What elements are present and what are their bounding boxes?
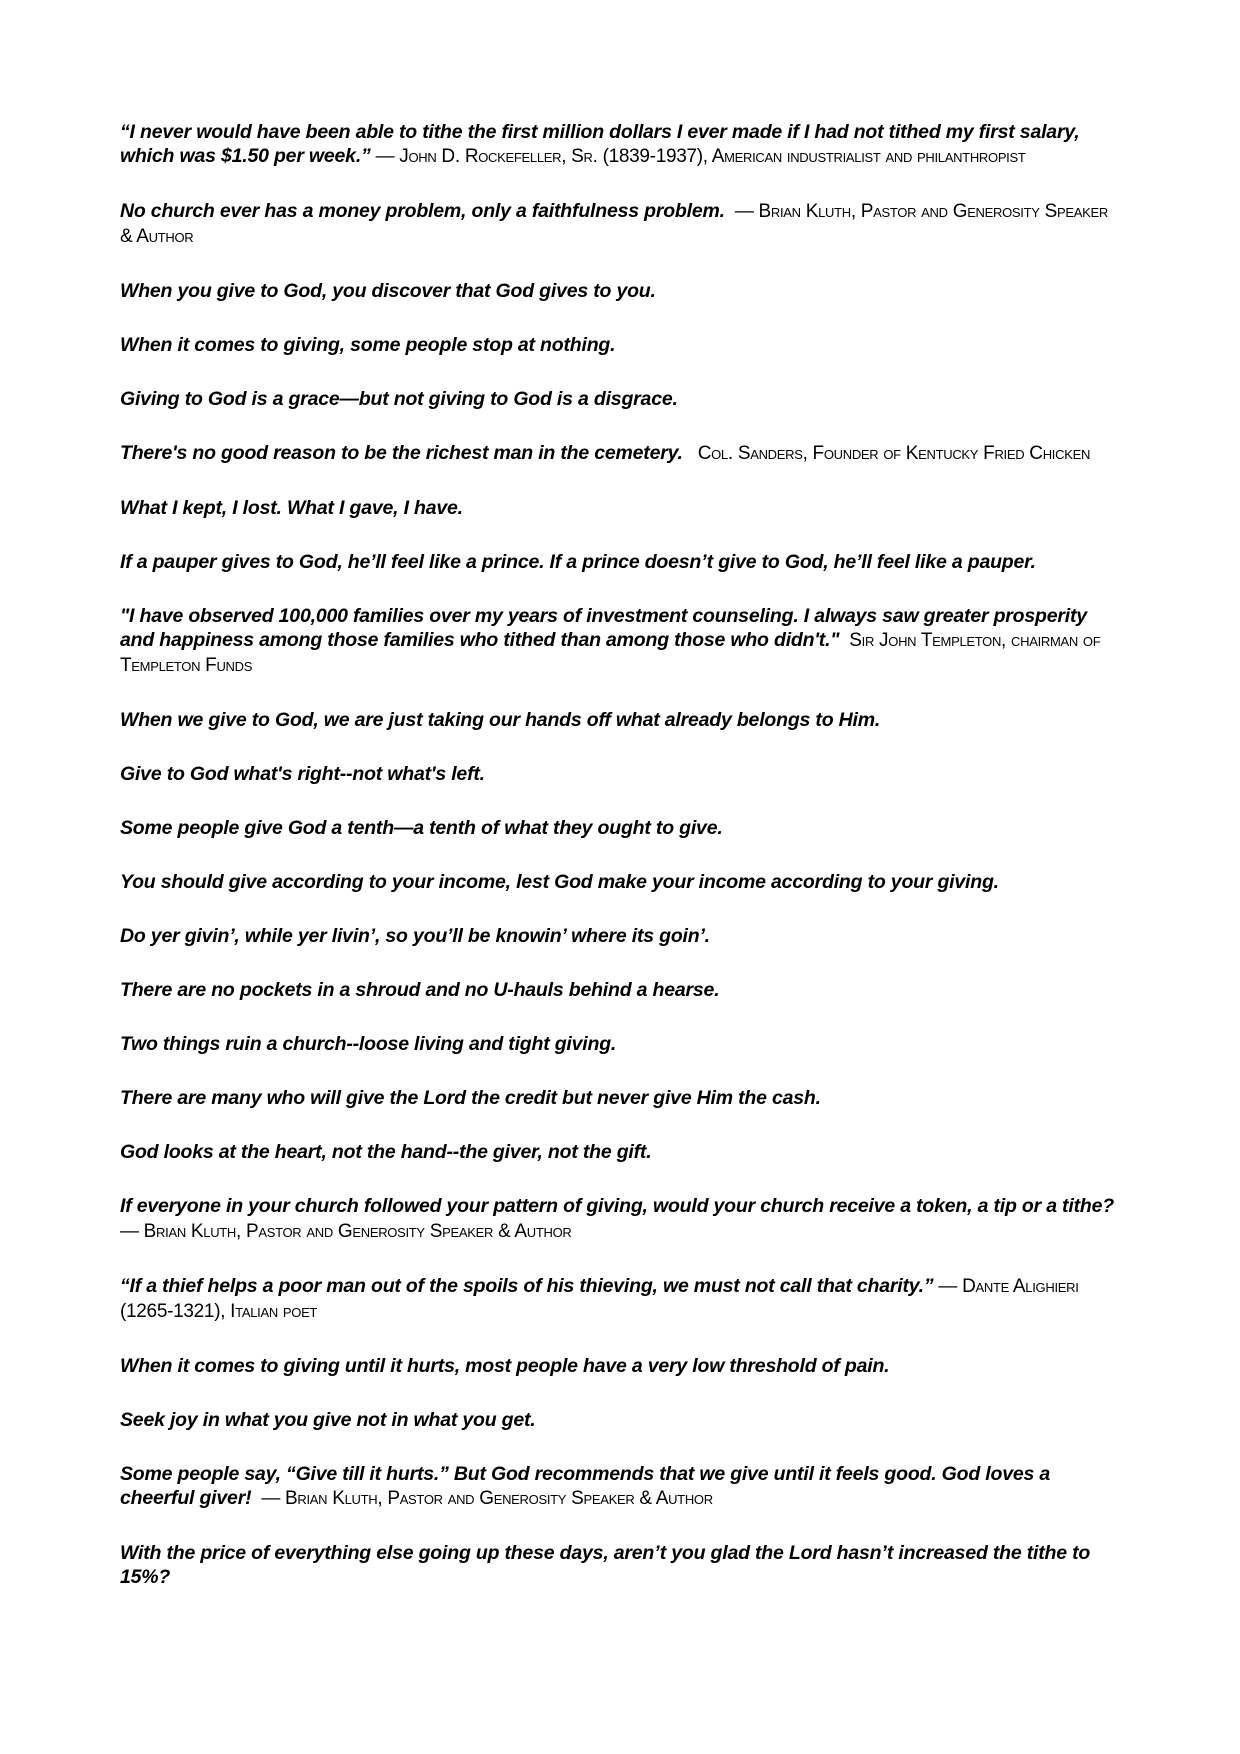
quote-text: Do yer givin’, while yer livin’, so you’ll be knowin’ where its goin’.: [120, 925, 710, 947]
quote-paragraph: [120, 199, 1120, 249]
quote-paragraph: [120, 333, 1120, 357]
quote-paragraph: [120, 550, 1120, 574]
quote-text: When we give to God, we are just taking our hands off what already belongs to Him.: [120, 709, 881, 731]
quote-text: "I have observed 100,000 families over my years of investment counseling. I always saw greater prosperity and happiness among those families who tithed than among those who didn't.": [120, 605, 1087, 651]
quote-paragraph: [120, 1140, 1120, 1164]
quote-paragraph: [120, 120, 1120, 169]
quote-paragraph: [120, 279, 1120, 303]
quote-attribution: — John D. Rockefeller, Sr. (1839-1937), American industrialist and philanthropist: [370, 146, 1026, 167]
quote-text: You should give according to your income, lest God make your income according to your giving.: [120, 871, 999, 893]
quote-paragraph: [120, 1541, 1120, 1589]
quote-text: There are no pockets in a shroud and no U-hauls behind a hearse.: [120, 979, 720, 1001]
quote-text: No church ever has a money problem, only a faithfulness problem.: [120, 200, 725, 222]
quote-paragraph: [120, 924, 1120, 948]
quote-text: If everyone in your church followed your pattern of giving, would your church receive a token, a tip or a tithe?: [120, 1195, 1114, 1217]
quote-paragraph: [120, 1032, 1120, 1056]
quote-paragraph: [120, 1274, 1120, 1324]
quote-paragraph: [120, 762, 1120, 786]
quote-text: With the price of everything else going up these days, aren’t you glad the Lord hasn’t increased the tithe to 15%?: [120, 1542, 1091, 1588]
quote-paragraph: [120, 1408, 1120, 1432]
quote-text: Give to God what's right--not what's left.: [120, 763, 485, 785]
quote-text: Two things ruin a church--loose living and tight giving.: [120, 1033, 617, 1055]
quote-attribution: Col. Sanders, Founder of Kentucky Fried Chicken: [682, 443, 1091, 464]
quote-text: Some people give God a tenth—a tenth of what they ought to give.: [120, 817, 723, 839]
quote-text: There's no good reason to be the richest man in the cemetery.: [120, 442, 683, 464]
quote-attribution: Sir John Templeton, chairman of Templeton Funds: [120, 630, 1106, 676]
quote-text: “I never would have been able to tithe the first million dollars I ever made if I had not tithed my first salary, which was $1.50 per week.”: [120, 121, 1080, 167]
quote-text: Seek joy in what you give not in what you get.: [120, 1409, 536, 1431]
quote-paragraph: [120, 870, 1120, 894]
quote-paragraph: [120, 387, 1120, 411]
quote-text: When it comes to giving until it hurts, most people have a very low threshold of pain.: [120, 1355, 890, 1377]
quote-attribution: — Brian Kluth, Pastor and Generosity Speaker & Author: [251, 1488, 713, 1509]
quote-paragraph: [120, 1086, 1120, 1110]
quote-attribution: — Brian Kluth, Pastor and Generosity Speaker & Author: [120, 201, 1113, 247]
quote-attribution: — Dante Alighieri (1265-1321), Italian poet: [120, 1276, 1084, 1322]
quotes-document: [120, 120, 1124, 1619]
quote-text: Giving to God is a grace—but not giving to God is a disgrace.: [120, 388, 678, 410]
quote-text: Some people say, “Give till it hurts.” But God recommends that we give until it feels good. God loves a cheerful giver!: [120, 1463, 1051, 1509]
quote-text: When it comes to giving, some people stop at nothing.: [120, 334, 616, 356]
quote-paragraph: [120, 441, 1120, 466]
quote-text: When you give to God, you discover that God gives to you.: [120, 280, 656, 302]
quote-attribution: — Brian Kluth, Pastor and Generosity Speaker & Author: [120, 1196, 1124, 1242]
quote-text: “If a thief helps a poor man out of the spoils of his thieving, we must not call that charity.”: [120, 1275, 934, 1297]
quote-paragraph: [120, 708, 1120, 732]
quote-paragraph: [120, 1462, 1120, 1511]
quote-paragraph: [120, 978, 1120, 1002]
quote-paragraph: [120, 1354, 1120, 1378]
quote-text: What I kept, I lost. What I gave, I have.: [120, 497, 463, 519]
quote-text: God looks at the heart, not the hand--the giver, not the gift.: [120, 1141, 652, 1163]
quote-text: If a pauper gives to God, he’ll feel like a prince. If a prince doesn’t give to God, he’ll feel like a pauper.: [120, 551, 1036, 573]
quote-text: There are many who will give the Lord the credit but never give Him the cash.: [120, 1087, 821, 1109]
quote-paragraph: [120, 496, 1120, 520]
quote-paragraph: [120, 604, 1120, 678]
quote-paragraph: [120, 1194, 1124, 1244]
quote-paragraph: [120, 816, 1120, 840]
